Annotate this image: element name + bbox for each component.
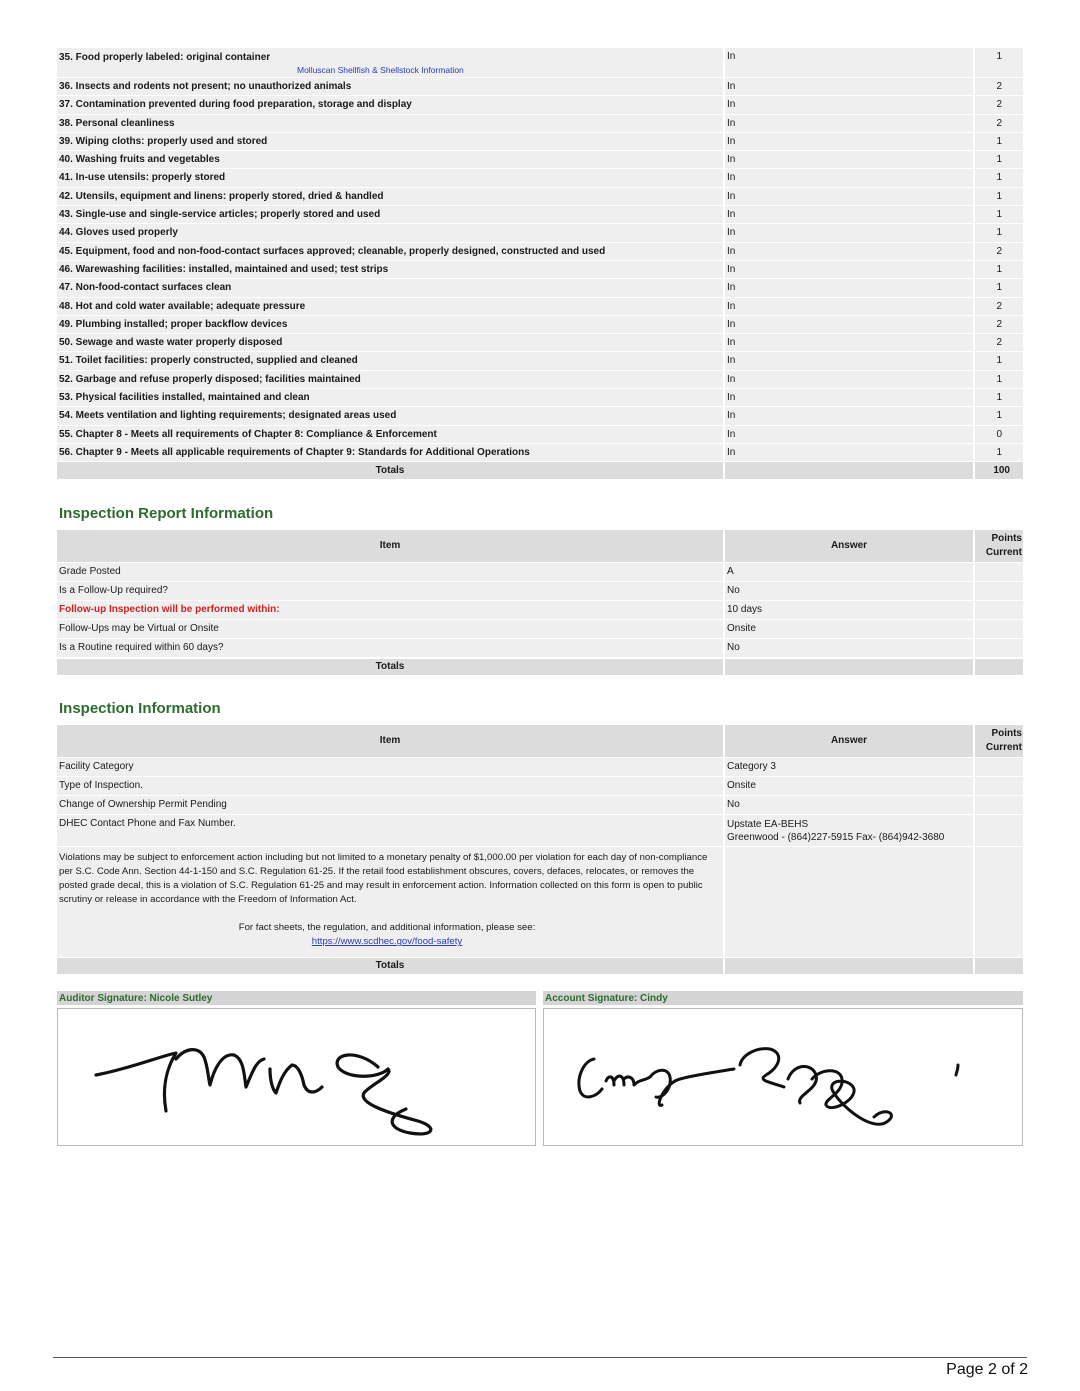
violation-points: 1 — [996, 209, 1002, 221]
info-answer: Category 3 — [725, 758, 975, 776]
table-row — [57, 639, 1023, 658]
violation-item: 54. Meets ventilation and lighting requirements; designated areas used — [57, 407, 725, 424]
header-item: Item — [57, 725, 725, 757]
inspection-info-title: Inspection Information — [59, 700, 221, 718]
violation-status: In — [725, 243, 975, 260]
account-signature-image — [543, 1008, 1023, 1146]
violation-item: 51. Toilet facilities: properly constructed, supplied and cleaned — [57, 352, 725, 369]
table-row — [57, 151, 1023, 169]
violation-status: In — [725, 115, 975, 132]
violation-item: 45. Equipment, food and non-food-contact surfaces approved; cleanable, properly designed, constructed and used — [57, 243, 725, 260]
account-signature-block — [543, 991, 1023, 1146]
table-row — [57, 426, 1023, 444]
table-row — [57, 206, 1023, 224]
violation-status: In — [725, 389, 975, 406]
report-info-totals-row — [57, 659, 1023, 675]
violation-status: In — [725, 444, 975, 461]
header-answer: Answer — [725, 530, 975, 562]
table-row — [57, 620, 1023, 639]
violation-item: 38. Personal cleanliness — [57, 115, 725, 132]
violation-status: In — [725, 298, 975, 315]
table-row — [57, 777, 1023, 796]
table-row — [57, 169, 1023, 187]
info-answer: No — [725, 639, 975, 657]
contact-phone-fax: Greenwood - (864)227-5915 Fax- (864)942-3680 — [727, 832, 945, 844]
auditor-signature-label: Auditor Signature: Nicole Sutley — [57, 991, 536, 1007]
auditor-signature-image — [57, 1008, 536, 1146]
food-safety-link[interactable]: https://www.scdhec.gov/food-safety — [311, 936, 463, 948]
info-answer: A — [725, 563, 975, 581]
violation-item: 52. Garbage and refuse properly disposed; facilities maintained — [57, 371, 725, 388]
violation-status: In — [725, 224, 975, 241]
table-row — [57, 298, 1023, 316]
info-item: Follow-Ups may be Virtual or Onsite — [57, 620, 725, 638]
violation-item: 44. Gloves used properly — [57, 224, 725, 241]
violation-points: 1 — [996, 392, 1002, 404]
notice-text: Violations may be subject to enforcement action including but not limited to a monetary penalty of $1,000.00 per violation for each day of non-compliance per S.C. Code Ann. Section 44-1-150 and S.C. Regulation 61-25. If the retail food establishment obscures, covers, defaces, relocates, or removes the posted grade decal, this is a violation of S.C. Regulation 61-25 and may result in enforcement action. Information collected on this form is open to public scrutiny or release in accordance with the Freedom of Information Act. — [59, 852, 708, 906]
violations-totals-row — [57, 462, 1023, 480]
table-row — [57, 279, 1023, 297]
table-row — [57, 334, 1023, 352]
violation-status: In — [725, 96, 975, 113]
violation-points: 1 — [996, 446, 1002, 458]
info-answer: No — [725, 582, 975, 600]
table-row — [57, 444, 1023, 462]
info-item: Type of Inspection. — [57, 777, 725, 795]
table-row — [57, 243, 1023, 261]
violation-points: 1 — [996, 154, 1002, 166]
violation-item: 40. Washing fruits and vegetables — [57, 151, 725, 168]
fact-sheet-line: For fact sheets, the regulation, and additional information, please see: — [238, 922, 536, 934]
table-row — [57, 188, 1023, 206]
auditor-signature-block — [57, 991, 536, 1146]
violation-status: In — [725, 48, 975, 77]
violation-item: 42. Utensils, equipment and linens: properly stored, dried & handled — [57, 188, 725, 205]
enforcement-notice — [57, 847, 1023, 957]
totals-label: Totals — [57, 462, 725, 479]
totals-label: Totals — [57, 958, 725, 974]
violation-item: 39. Wiping cloths: properly used and stored — [57, 133, 725, 150]
violation-points: 2 — [996, 81, 1002, 92]
violation-points: 1 — [996, 410, 1002, 422]
header-points: Points Current — [985, 533, 1022, 559]
violation-points: 2 — [996, 245, 1002, 257]
violation-points: 2 — [996, 117, 1002, 129]
table-header — [57, 530, 1023, 562]
table-row — [57, 601, 1023, 620]
info-item: DHEC Contact Phone and Fax Number. — [57, 815, 725, 846]
violation-status: In — [725, 334, 975, 351]
table-row — [57, 48, 1023, 78]
info-item: Is a Routine required within 60 days? — [57, 639, 725, 657]
table-row — [57, 316, 1023, 334]
violation-points: 1 — [996, 135, 1002, 147]
violation-points: 2 — [996, 337, 1002, 349]
header-item: Item — [57, 530, 725, 562]
info-item: Grade Posted — [57, 563, 725, 581]
totals-value: 100 — [993, 465, 1010, 477]
footer-divider — [53, 1357, 1027, 1358]
violation-status: In — [725, 169, 975, 186]
inspection-report-page — [57, 48, 1023, 1146]
report-info-table — [57, 530, 1023, 675]
violation-status: In — [725, 188, 975, 205]
molluscan-info-link[interactable]: Molluscan Shellfish & Shellstock Information — [297, 65, 464, 75]
info-answer: Onsite — [725, 620, 975, 638]
violation-item: 37. Contamination prevented during food preparation, storage and display — [57, 96, 725, 113]
violation-status: In — [725, 133, 975, 150]
table-row — [57, 78, 1023, 96]
table-row — [57, 815, 1023, 847]
violation-item: 47. Non-food-contact surfaces clean — [57, 279, 725, 296]
violation-points: 1 — [996, 263, 1002, 275]
violation-points: 2 — [996, 318, 1002, 330]
violation-points: 1 — [996, 227, 1002, 239]
table-row — [57, 758, 1023, 777]
violation-item: 53. Physical facilities installed, maintained and clean — [57, 389, 725, 406]
table-row — [57, 389, 1023, 407]
info-answer — [725, 815, 975, 846]
violation-status: In — [725, 371, 975, 388]
violation-item: 41. In-use utensils: properly stored — [57, 169, 725, 186]
violation-status: In — [725, 407, 975, 424]
table-row — [57, 96, 1023, 114]
violation-item: 55. Chapter 8 - Meets all requirements of Chapter 8: Compliance & Enforcement — [57, 426, 725, 443]
violation-status: In — [725, 316, 975, 333]
totals-label: Totals — [57, 659, 725, 675]
table-header — [57, 725, 1023, 757]
info-answer: 10 days — [725, 601, 975, 619]
table-row — [57, 115, 1023, 133]
violation-status: In — [725, 78, 975, 95]
signatures — [57, 991, 1023, 1146]
violation-item: 35. Food properly labeled: original container — [59, 52, 271, 63]
report-info-title: Inspection Report Information — [59, 505, 274, 523]
violation-points: 1 — [996, 282, 1002, 294]
table-row — [57, 563, 1023, 582]
violation-item: 50. Sewage and waste water properly disposed — [57, 334, 725, 351]
violation-item: 36. Insects and rodents not present; no unauthorized animals — [57, 78, 725, 95]
violation-status: In — [725, 151, 975, 168]
inspection-info-totals-row — [57, 958, 1023, 974]
table-row — [57, 352, 1023, 370]
violation-status: In — [725, 426, 975, 443]
contact-office: Upstate EA-BEHS — [727, 819, 809, 831]
table-row — [57, 582, 1023, 601]
violation-item: 46. Warewashing facilities: installed, maintained and used; test strips — [57, 261, 725, 278]
info-item: Follow-up Inspection will be performed within: — [57, 601, 725, 619]
violation-points: 1 — [996, 373, 1002, 385]
violation-status: In — [725, 206, 975, 223]
info-item: Facility Category — [57, 758, 725, 776]
violation-points: 0 — [996, 428, 1002, 440]
violation-points: 1 — [996, 190, 1002, 202]
violation-item: 48. Hot and cold water available; adequate pressure — [57, 298, 725, 315]
table-row — [57, 371, 1023, 389]
violation-status: In — [725, 261, 975, 278]
violation-item: 56. Chapter 9 - Meets all applicable requirements of Chapter 9: Standards for Additional Operations — [57, 444, 725, 461]
info-answer: Onsite — [725, 777, 975, 795]
violation-points: 1 — [996, 51, 1002, 62]
account-signature-label: Account Signature: Cindy — [543, 991, 1023, 1007]
table-row — [57, 796, 1023, 815]
violation-points: 2 — [996, 99, 1002, 111]
violation-points: 1 — [996, 355, 1002, 367]
violation-status: In — [725, 279, 975, 296]
info-answer: No — [725, 796, 975, 814]
violation-item: 49. Plumbing installed; proper backflow devices — [57, 316, 725, 333]
table-row — [57, 261, 1023, 279]
violations-table — [57, 48, 1023, 480]
info-item: Is a Follow-Up required? — [57, 582, 725, 600]
header-points: Points Current — [985, 728, 1022, 754]
inspection-info-table — [57, 725, 1023, 974]
violation-points: 2 — [996, 300, 1002, 312]
info-item: Change of Ownership Permit Pending — [57, 796, 725, 814]
violation-status: In — [725, 352, 975, 369]
table-row — [57, 133, 1023, 151]
table-row — [57, 407, 1023, 425]
page-number: Page 2 of 2 — [946, 1361, 1028, 1378]
table-row — [57, 224, 1023, 242]
violation-item: 43. Single-use and single-service articles; properly stored and used — [57, 206, 725, 223]
header-answer: Answer — [725, 725, 975, 757]
violation-points: 1 — [996, 172, 1002, 184]
